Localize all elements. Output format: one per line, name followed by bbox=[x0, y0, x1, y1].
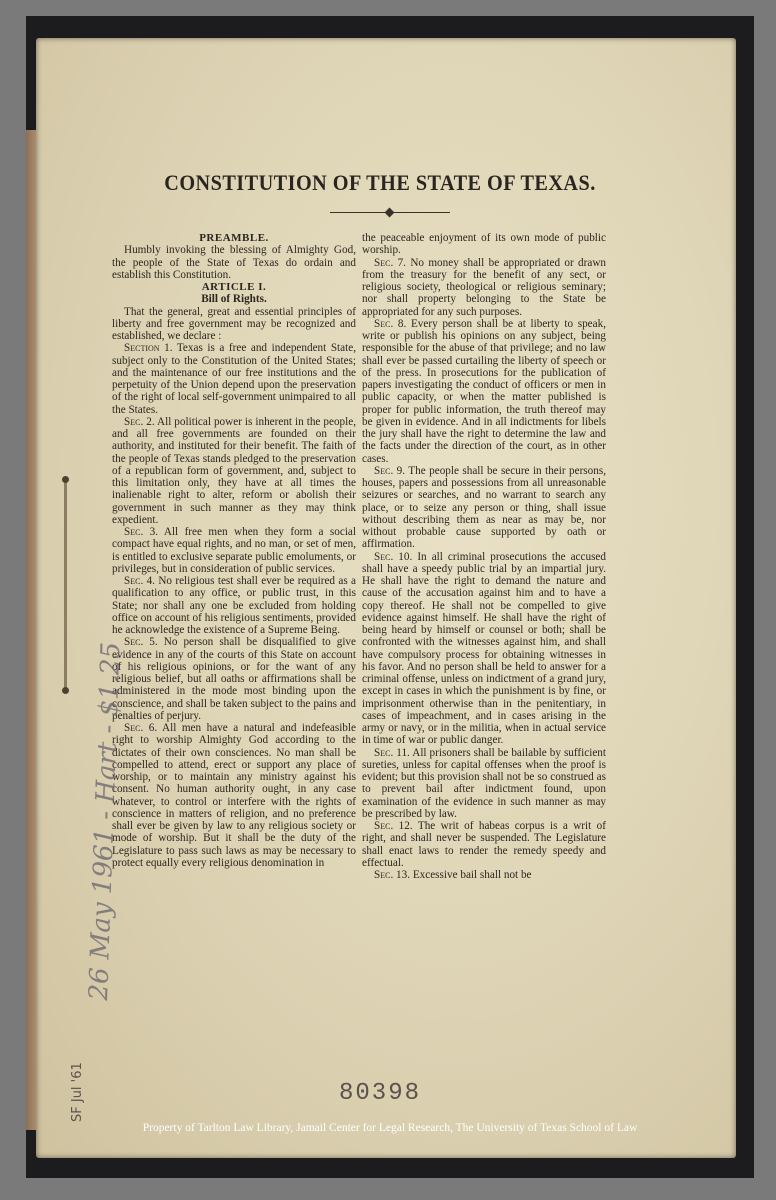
section-text: All prisoners shall be bailable by sufficient sureties, unless for capital offenses when the proof is evident; but this provision shall not be so construed as to prevent bail after indictment found, upon examination of the evidence in such manner as may be prescribed by law. bbox=[362, 746, 606, 820]
section-label: Sec. 11. bbox=[374, 746, 410, 759]
section-paragraph bbox=[362, 869, 606, 881]
section-text: All political power is inherent in the people, and all free governments are founded on their authority, and instituted for their benefit. The faith of the people of Texas stands pledged to the preservation of a republican form of government, and, subject to this limitation only, they have at all times the inalienable right to alter, reform or abolish their government in such manner as they may think expedient. bbox=[112, 415, 356, 526]
article-subheading: Bill of Rights. bbox=[201, 293, 267, 306]
document-title: CONSTITUTION OF THE STATE OF TEXAS. bbox=[164, 170, 596, 195]
section-label: Sec. 7. bbox=[374, 256, 406, 269]
section-label: Sec. 4. bbox=[124, 575, 155, 587]
section-label: Sec. 13. bbox=[374, 869, 411, 881]
section-paragraph bbox=[112, 526, 356, 575]
section-text: Every person shall be at liberty to speak, write or publish his opinions on any subject, being responsible for the abuse of that privilege; and no law shall ever be passed curtailing the liberty of speech or of the press. In prosecutions for the publication of papers investigating the conduct of officers or men in public capacity, or when the matter published is proper for public information, the truth thereof may be given in evidence. And in all indictments for libels the jury shall have the right to determine the law and the facts under the direction of the court, as in other cases. bbox=[362, 317, 606, 465]
section-label: Sec. 12. bbox=[374, 820, 413, 832]
section-text: In all criminal prosecutions the accused shall have a speedy public trial by an impartial jury. He shall have the right to demand the nature and cause of the accusation against him and to have a copy thereof. He shall not be compelled to give evidence against himself. He shall have the right of being heard by himself or counsel or both; shall be confronted with the witnesses against him, and shall have compulsory process for obtaining witnesses in his favor. And no person shall be held to answer for a criminal offense, unless on indictment of a grand jury, except in cases in which the punishment is by fine, or imprisonment otherwise than in the penitentiary, in cases of impeachment, and in cases arising in the army or navy, or in the militia, when in actual service in time of war or public danger. bbox=[362, 550, 606, 747]
section-paragraph bbox=[362, 820, 606, 869]
section-text: No money shall be appropriated or drawn from the treasury for the benefit of any sect, or religious society, theological or religious seminary; nor shall property belonging to the State be appropriated for any such purposes. bbox=[362, 256, 606, 318]
section-text: the peaceable enjoyment of its own mode of public worship. bbox=[362, 232, 606, 257]
section-label: Sec. 6. bbox=[124, 722, 158, 734]
section-paragraph bbox=[112, 575, 356, 636]
section-text: Excessive bail shall not be bbox=[410, 869, 532, 881]
section-text: All free men when they form a social compact have equal rights, and no man, or set of men, is entitled to exclusive separate public emoluments, or privileges, but in consideration of public services. bbox=[112, 526, 356, 575]
section-text: No religious test shall ever be required as a qualification to any office, or public trust, in this State; nor shall any one be excluded from holding office on account of his religious sentiments, provided he acknowledge the existence of a Supreme Being. bbox=[112, 575, 356, 636]
section-paragraph bbox=[112, 636, 356, 722]
section-label: Sec. 10. bbox=[374, 550, 413, 563]
section-paragraph bbox=[362, 551, 606, 747]
catalog-number: 80398 bbox=[338, 1080, 421, 1107]
text-column-right bbox=[362, 232, 606, 1062]
section-text: The writ of habeas corpus is a writ of right, and shall never be suspended. The Legislature shall enact laws to render the remedy speedy and effectual. bbox=[362, 820, 606, 869]
section-label: Section 1. bbox=[124, 342, 173, 355]
section-paragraph bbox=[362, 318, 606, 465]
text-column-left bbox=[112, 232, 356, 1062]
binding-stitch bbox=[64, 480, 67, 690]
section-paragraph bbox=[112, 722, 356, 869]
footer-credit: Property of Tarlton Law Library, Jamail Center for Legal Research, The University of Texas School of Law bbox=[142, 1122, 638, 1134]
section-text: The people shall be secure in their persons, houses, papers and possessions from all unreasonable seizures or searches, and no warrant to search any place, or to seize any person or thing, shall issue without describing them as near as may be, nor without probable cause supported by oath or affirmation. bbox=[362, 464, 606, 551]
section-label: Sec. 5. bbox=[124, 636, 158, 649]
section-paragraph bbox=[112, 416, 356, 526]
section-text: All men have a natural and indefeasible right to worship Almighty God according to the dictates of their own consciences. No man shall be compelled to attend, erect or support any place of worship, or to maintain any ministry against his consent. No human authority ought, in any case whatever, to control or interfere with the rights of conscience in matters of religion, and no preference shall ever be given by law to any religious society or mode of worship. But it shall be the duty of the Legislature to pass such laws as may be necessary to protect equally every religious denomination in bbox=[112, 722, 356, 869]
section-label: Sec. 3. bbox=[124, 526, 159, 538]
section-label: Sec. 8. bbox=[374, 317, 407, 330]
section-paragraph bbox=[362, 232, 606, 257]
article-heading: ARTICLE I. bbox=[201, 281, 267, 293]
section-text: No person shall be disqualified to give evidence in any of the courts of this State on account of his religious opinions, or for the want of any religious belief, but all oaths or affirmations shall be administered in the mode most binding upon the conscience, and shall be taken subject to the pains and penalties of perjury. bbox=[112, 636, 356, 722]
title-ornament-rule bbox=[330, 212, 450, 213]
section-paragraph bbox=[362, 465, 606, 551]
preamble-heading: PREAMBLE. bbox=[199, 232, 269, 244]
preamble-text: Humbly invoking the blessing of Almighty God, the people of the State of Texas do ordain and establish this Constitution. bbox=[112, 244, 356, 281]
section-label: Sec. 2. bbox=[124, 415, 155, 428]
section-paragraph bbox=[362, 257, 606, 318]
section-text: Texas is a free and independent State, subject only to the Constitution of the United States; and the maintenance of our free institutions and the perpetuity of the Union depend upon the preservation of the right of local self-government unimpaired to all the States. bbox=[112, 342, 356, 416]
section-label: Sec. 9. bbox=[374, 464, 406, 477]
section-paragraph bbox=[362, 747, 606, 821]
library-stamp: SF Jul '61 bbox=[70, 1062, 85, 1122]
section-paragraph bbox=[112, 342, 356, 416]
handwritten-annotation: 26 May 1961 - Hart - $1.25 bbox=[84, 641, 127, 1002]
article-intro: That the general, great and essential principles of liberty and free government may be recognized and established, we declare : bbox=[112, 305, 356, 342]
